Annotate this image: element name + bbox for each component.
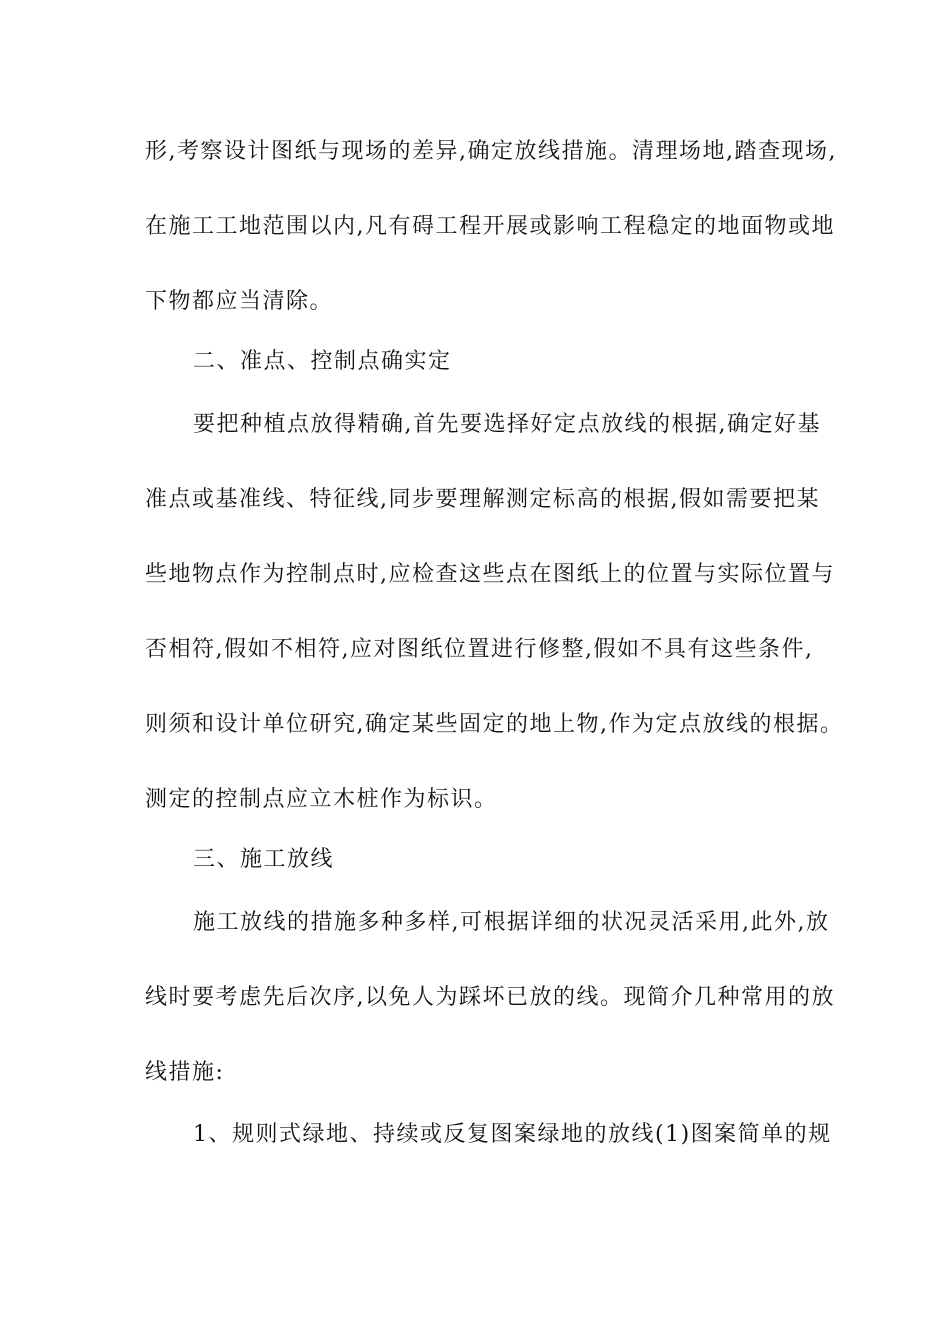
text-line: 测定的控制点应立木桩作为标识。 xyxy=(145,787,498,812)
text-line: 施工放线的措施多种多样,可根据详细的状况灵活采用,此外,放 xyxy=(193,910,830,935)
section-heading: 二、准点、控制点确实定 xyxy=(193,349,452,374)
text-line: 些地物点作为控制点时,应检查这些点在图纸上的位置与实际位置与 xyxy=(145,562,835,587)
text-line: 否相符,假如不相符,应对图纸位置进行修整,假如不具有这些条件, xyxy=(145,637,814,662)
text-line: 准点或基准线、特征线,同步要理解测定标高的根据,假如需要把某 xyxy=(145,487,820,512)
text-line: 在施工工地范围以内,凡有碍工程开展或影响工程稳定的地面物或地 xyxy=(145,214,835,239)
text-line: 形,考察设计图纸与现场的差异,确定放线措施。清理场地,踏查现场, xyxy=(145,139,837,164)
text-line: 要把种植点放得精确,首先要选择好定点放线的根据,确定好基 xyxy=(193,412,821,437)
text-line: 线措施: xyxy=(145,1060,225,1085)
section-heading: 三、施工放线 xyxy=(193,847,335,872)
text-line: 1、规则式绿地、持续或反复图案绿地的放线(1)图案简单的规 xyxy=(193,1122,832,1147)
text-line: 下物都应当清除。 xyxy=(145,289,334,314)
text-line: 则须和设计单位研究,确定某些固定的地上物,作为定点放线的根据。 xyxy=(145,712,844,737)
text-line: 线时要考虑先后次序,以免人为踩坏已放的线。现简介几种常用的放 xyxy=(145,985,835,1010)
